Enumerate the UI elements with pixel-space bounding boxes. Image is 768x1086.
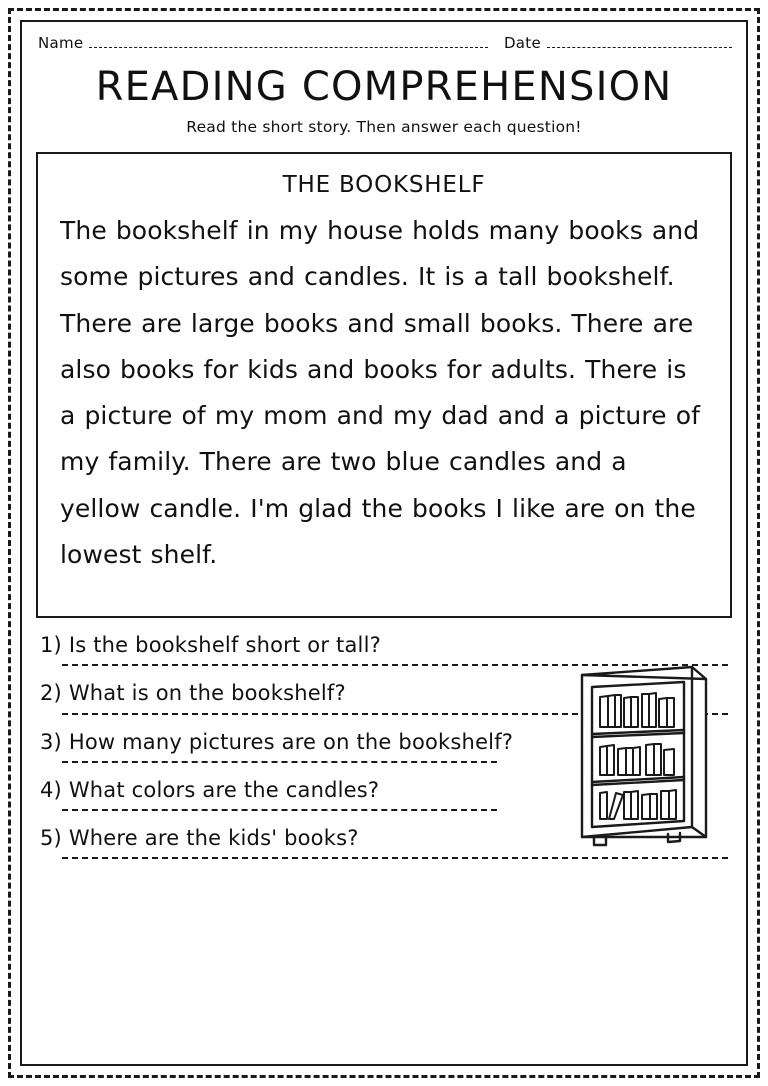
student-info-row bbox=[38, 30, 732, 52]
question-text: 2) What is on the bookshelf? bbox=[40, 681, 346, 706]
page-subtitle: Read the short story. Then answer each question! bbox=[186, 118, 582, 136]
question-text: 3) How many pictures are on the bookshelf? bbox=[40, 729, 514, 754]
questions-list bbox=[36, 632, 732, 859]
question-text: 1) Is the bookshelf short or tall? bbox=[40, 633, 381, 657]
story-title: THE BOOKSHELF bbox=[282, 172, 486, 198]
story-body: The bookshelf in my house holds many books and some pictures and candles. It is a tall bookshelf. There are large books and small books. There are also books for kids and books for adults. There is a picture of my mom and my dad and a picture of my family. There are two blue candles and a yellow candle. I'm glad the books I like are on the lowest shelf. bbox=[60, 216, 701, 569]
story-box bbox=[36, 152, 732, 618]
answer-line[interactable] bbox=[62, 808, 497, 811]
question-text: 4) What colors are the candles? bbox=[40, 777, 380, 802]
name-input-line[interactable] bbox=[89, 46, 487, 48]
date-label: Date bbox=[503, 34, 541, 52]
page-title: READING COMPREHENSION bbox=[95, 64, 673, 110]
bookshelf-icon bbox=[564, 649, 724, 849]
answer-line[interactable] bbox=[62, 856, 728, 859]
worksheet-content bbox=[36, 30, 732, 1056]
question-text: 5) Where are the kids' books? bbox=[40, 826, 359, 851]
name-label: Name bbox=[38, 34, 84, 52]
answer-line[interactable] bbox=[62, 760, 497, 763]
date-input-line[interactable] bbox=[547, 46, 732, 48]
